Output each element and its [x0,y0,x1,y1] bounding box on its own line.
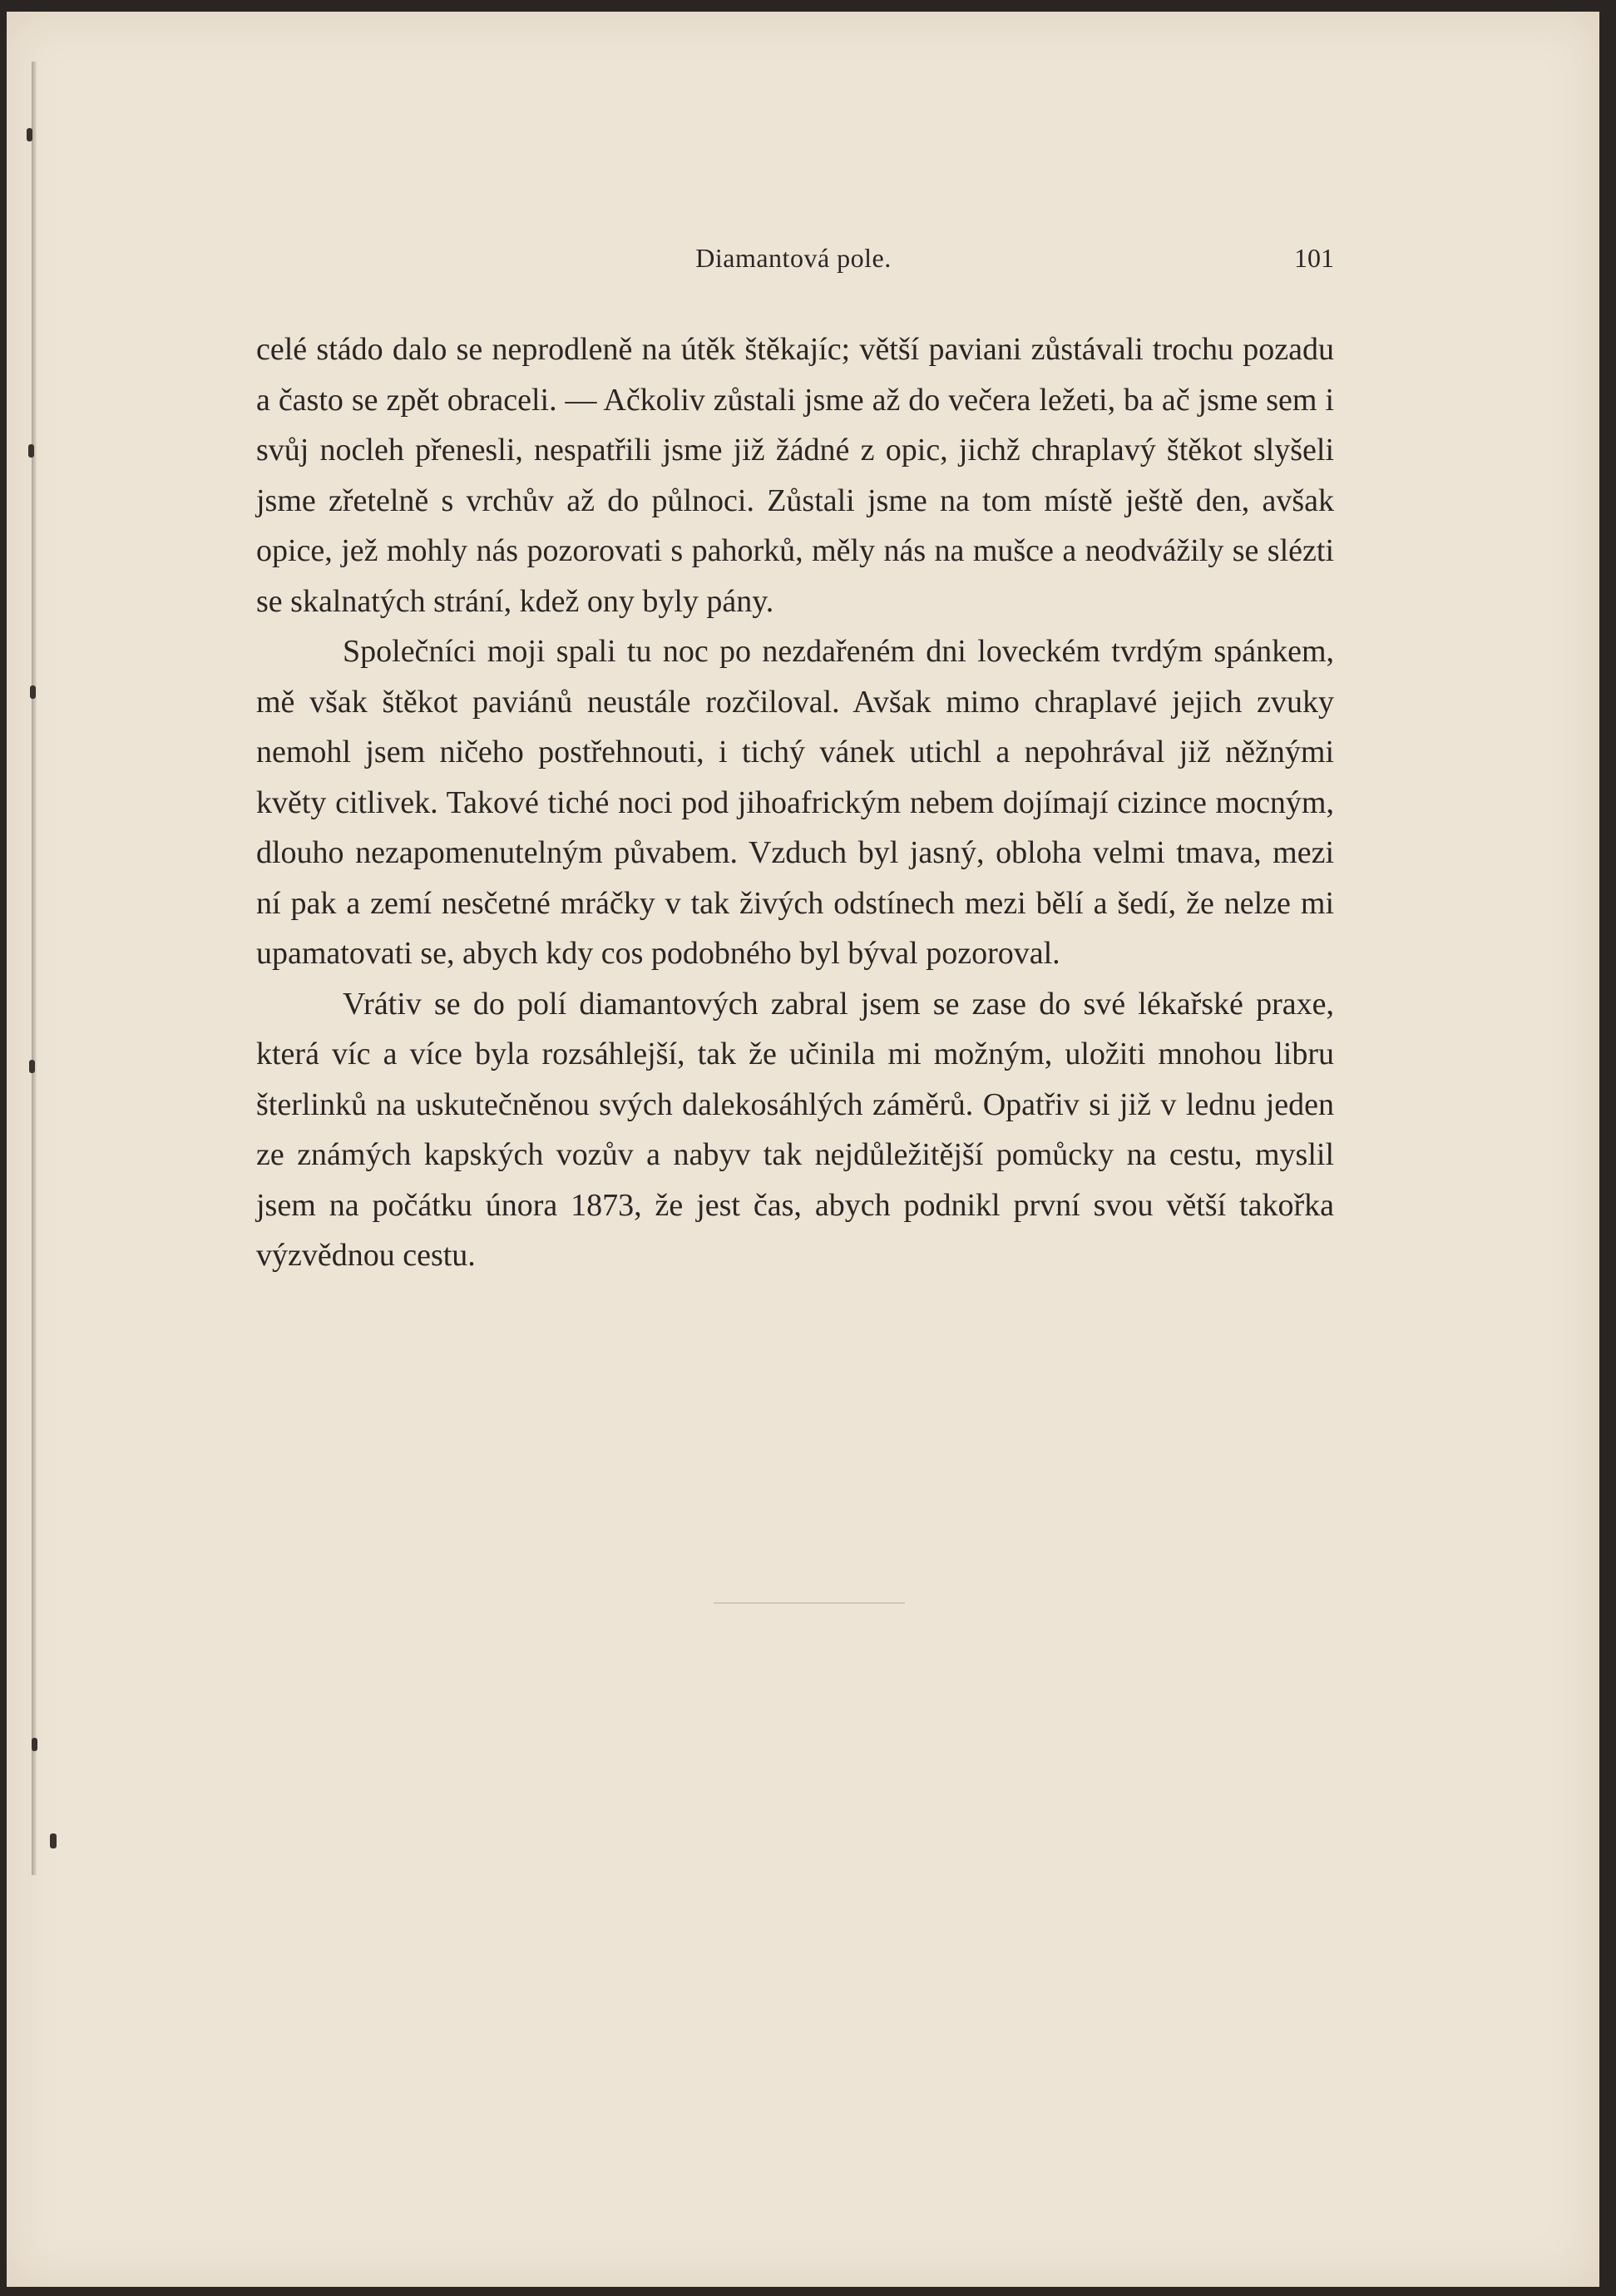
running-head: Diamantová pole. [695,243,892,273]
binding-mark [30,685,36,699]
book-page [7,12,1599,2287]
binding-mark [50,1833,57,1848]
faint-rule [714,1602,905,1604]
body-text [256,324,1334,1281]
binding-mark [27,128,32,141]
binding-mark [28,444,34,458]
binding-mark [32,1738,37,1751]
binding-shadow [32,62,37,1875]
page-number: 101 [1294,243,1334,273]
paragraph: Vrátiv se do polí diamantových zabral jsem se zase do své lékařské praxe, která víc a více byla rozsáhlejší, tak že učinila mi možným, uložiti mnohou libru šterlinků na uskutečněnou svých dalekosáhlých záměrů. Opatřiv si již v lednu jeden ze známých kapských vozův a nabyv tak nejdůležitější pomůcky na cestu, myslil jsem na počátku února 1873, že jest čas, abych podnikl první svou větší takořka výzvědnou cestu. [256,986,1334,1273]
paragraph: Společníci moji spali tu noc po nezdařeném dni loveckém tvrdým spánkem, mě však štěkot paviánů neustále rozčiloval. Avšak mimo chraplavé jejich zvuky nemohl jsem ničeho postřehnouti, i tichý vánek utichl a nepohrával již něžnými květy citlivek. Takové tiché noci pod jihoafrickým nebem dojímají cizince mocným, dlouho nezapomenutelným půvabem. Vzduch byl jasný, obloha velmi tmava, mezi ní pak a zemí nesčetné mráčky v tak živých odstínech mezi bělí a šedí, že nelze mi upamatovati se, abych kdy cos podobného byl býval pozoroval. [256,634,1334,971]
page-header [253,243,1334,283]
paragraph: celé stádo dalo se neprodleně na útěk štěkajíc; větší paviani zůstávali trochu pozadu a často se zpět obraceli. — Ačkoliv zůstali jsme až do večera ležeti, ba ač jsme sem i svůj nocleh přenesli, nespatřili jsme již žádné z opic, jichž chraplavý štěkot slyšeli jsme zřetelně s vrchův až do půlnoci. Zůstali jsme na tom místě ještě den, avšak opice, jež mohly nás pozorovati s pahorků, měly nás na mušce a neodvážily se slézti se skalnatých strání, kdež ony byly pány. [256,332,1334,619]
binding-mark [29,1060,35,1073]
